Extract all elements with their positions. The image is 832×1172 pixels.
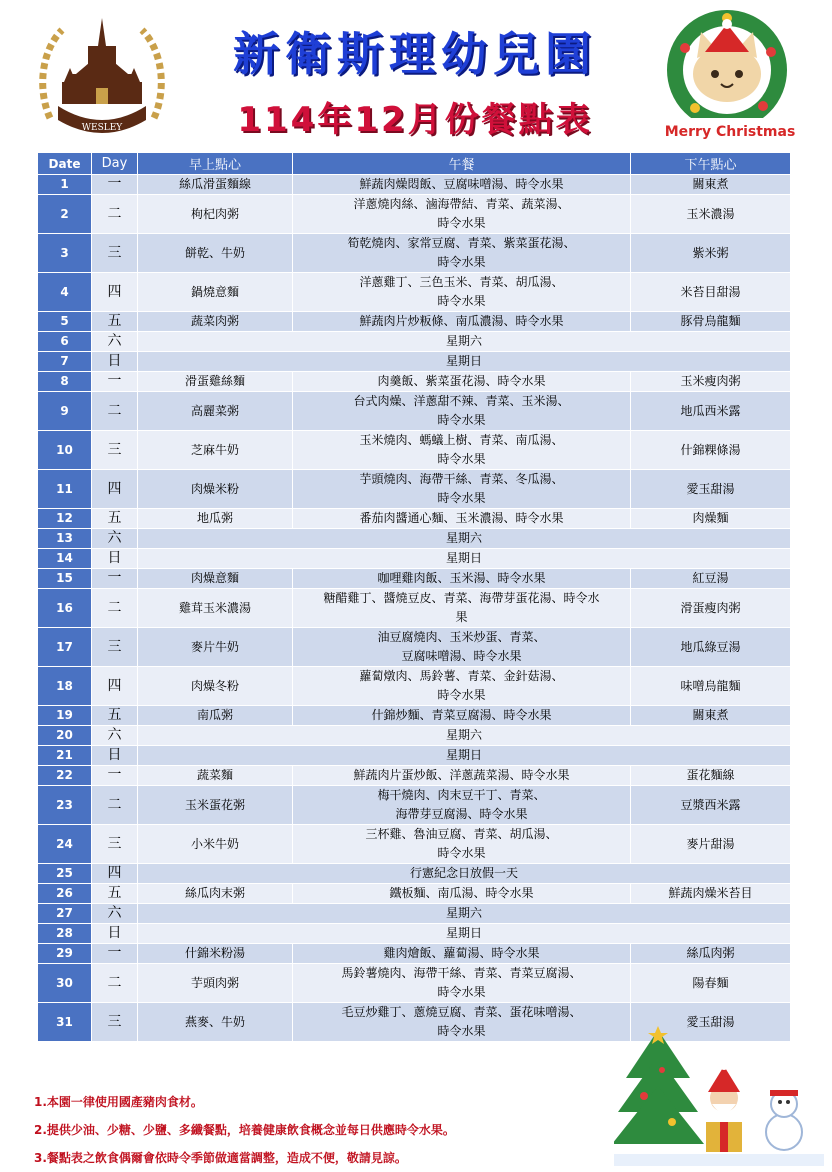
morning-snack-cell: 餅乾、牛奶 (138, 234, 293, 273)
table-row (38, 589, 791, 628)
holiday-cell: 星期六 (138, 726, 791, 746)
table-row (38, 431, 791, 470)
afternoon-snack-cell: 愛玉甜湯 (631, 1003, 791, 1042)
column-header-day: Day (92, 153, 138, 175)
afternoon-snack-cell: 地瓜西米露 (631, 392, 791, 431)
day-cell: 二 (92, 392, 138, 431)
morning-snack-cell: 高麗菜粥 (138, 392, 293, 431)
table-row (38, 509, 791, 529)
lunch-line: 蘿蔔燉肉、馬鈴薯、青菜、金針菇湯、 (359, 669, 564, 683)
day-cell: 一 (92, 569, 138, 589)
table-row (38, 332, 791, 352)
lunch-cell (293, 884, 631, 904)
afternoon-snack-cell: 關東煮 (631, 706, 791, 726)
lunch-line: 海帶芽豆腐湯、時令水果 (395, 807, 528, 821)
lunch-line: 三杯雞、魯油豆腐、青菜、胡瓜湯、 (365, 827, 558, 841)
day-cell: 日 (92, 746, 138, 766)
date-cell: 18 (38, 667, 92, 706)
day-cell: 五 (92, 706, 138, 726)
morning-snack-cell: 滑蛋雞絲麵 (138, 372, 293, 392)
afternoon-snack-cell: 米苔目甜湯 (631, 273, 791, 312)
lunch-line: 馬鈴薯燒肉、海帶干絲、青菜、青菜豆腐湯、 (341, 966, 582, 980)
lunch-line: 毛豆炒雞丁、蔥燒豆腐、青菜、蛋花味噌湯、 (341, 1005, 582, 1019)
afternoon-snack-cell: 關東煮 (631, 175, 791, 195)
christmas-tree-snowman-icon (614, 1026, 824, 1166)
meal-schedule-body (38, 175, 791, 1042)
lunch-cell (293, 509, 631, 529)
christmas-cat-wreath-icon (655, 8, 805, 148)
day-cell: 四 (92, 667, 138, 706)
logo-text-new: NEW (90, 111, 114, 121)
lunch-cell (293, 1003, 631, 1042)
table-row (38, 726, 791, 746)
morning-snack-cell: 枸杞肉粥 (138, 195, 293, 234)
morning-snack-cell: 什錦米粉湯 (138, 944, 293, 964)
date-cell: 1 (38, 175, 92, 195)
afternoon-snack-cell: 紅豆湯 (631, 569, 791, 589)
holiday-cell: 星期日 (138, 549, 791, 569)
lunch-cell (293, 273, 631, 312)
date-cell: 27 (38, 904, 92, 924)
lunch-cell (293, 569, 631, 589)
lunch-line: 時令水果 (437, 255, 486, 269)
lunch-cell (293, 786, 631, 825)
day-cell: 六 (92, 332, 138, 352)
table-row (38, 884, 791, 904)
lunch-cell (293, 195, 631, 234)
afternoon-snack-cell: 鮮蔬肉燥米苔目 (631, 884, 791, 904)
date-cell: 26 (38, 884, 92, 904)
lunch-line: 玉米燒肉、螞蟻上樹、青菜、南瓜湯、 (359, 433, 564, 447)
note-1: 1.本園一律使用國產豬肉食材。 (34, 1095, 203, 1109)
date-cell: 11 (38, 470, 92, 509)
day-cell: 三 (92, 1003, 138, 1042)
day-cell: 二 (92, 589, 138, 628)
date-cell: 8 (38, 372, 92, 392)
school-logo (36, 12, 168, 144)
morning-snack-cell: 肉燥冬粉 (138, 667, 293, 706)
lunch-line: 糖醋雞丁、醬燒豆皮、青菜、海帶芽蛋花湯、時令水 (323, 591, 600, 605)
date-cell: 19 (38, 706, 92, 726)
holiday-cell: 星期日 (138, 924, 791, 944)
morning-snack-cell: 玉米蛋花粥 (138, 786, 293, 825)
lunch-line: 芋頭燒肉、海帶干絲、青菜、冬瓜湯、 (359, 472, 564, 486)
table-row (38, 549, 791, 569)
lunch-line: 肉羹飯、紫菜蛋花湯、時令水果 (377, 374, 546, 388)
afternoon-snack-cell: 味噌烏龍麵 (631, 667, 791, 706)
table-row (38, 904, 791, 924)
morning-snack-cell: 絲瓜滑蛋麵線 (138, 175, 293, 195)
morning-snack-cell: 麥片牛奶 (138, 628, 293, 667)
date-cell: 4 (38, 273, 92, 312)
table-row (38, 766, 791, 786)
date-cell: 14 (38, 549, 92, 569)
lunch-line: 洋蔥燒肉絲、滷海帶結、青菜、蔬菜湯、 (353, 197, 570, 211)
date-cell: 10 (38, 431, 92, 470)
day-cell: 一 (92, 944, 138, 964)
day-cell: 三 (92, 234, 138, 273)
date-cell: 28 (38, 924, 92, 944)
afternoon-snack-cell: 什錦粿條湯 (631, 431, 791, 470)
lunch-line: 鮮蔬肉片炒粄條、南瓜濃湯、時令水果 (359, 314, 564, 328)
lunch-line: 台式肉燥、洋蔥甜不辣、青菜、玉米湯、 (353, 394, 570, 408)
date-cell: 5 (38, 312, 92, 332)
lunch-cell (293, 175, 631, 195)
lunch-line: 鐵板麵、南瓜湯、時令水果 (389, 886, 534, 900)
holiday-cell: 星期六 (138, 904, 791, 924)
holiday-cell: 星期六 (138, 529, 791, 549)
lunch-cell (293, 628, 631, 667)
lunch-line: 時令水果 (437, 452, 486, 466)
lunch-cell (293, 964, 631, 1003)
day-cell: 六 (92, 726, 138, 746)
date-cell: 15 (38, 569, 92, 589)
column-header-afternoon-snack: 下午點心 (631, 153, 791, 175)
day-cell: 三 (92, 825, 138, 864)
lunch-line: 番茄肉醬通心麵、玉米濃湯、時令水果 (359, 511, 564, 525)
lunch-line: 鮮蔬肉片蛋炒飯、洋蔥蔬菜湯、時令水果 (353, 768, 570, 782)
day-cell: 五 (92, 312, 138, 332)
day-cell: 二 (92, 195, 138, 234)
afternoon-snack-cell: 豚骨烏龍麵 (631, 312, 791, 332)
lunch-cell (293, 470, 631, 509)
lunch-cell (293, 944, 631, 964)
table-row (38, 786, 791, 825)
note-3: 3.餐點表之飲食偶爾會依時令季節做適當調整，造成不便，敬請見諒。 (34, 1151, 407, 1165)
morning-snack-cell: 肉燥米粉 (138, 470, 293, 509)
table-row (38, 706, 791, 726)
lunch-line: 時令水果 (437, 413, 486, 427)
lunch-line: 梅干燒肉、肉末豆干丁、青菜、 (377, 788, 546, 802)
holiday-cell: 星期日 (138, 746, 791, 766)
merry-christmas-text: Merry Christmas (664, 124, 796, 140)
morning-snack-cell: 雞茸玉米濃湯 (138, 589, 293, 628)
table-row (38, 964, 791, 1003)
note-2: 2.提供少油、少糖、少鹽、多纖餐點，培養健康飲食概念並每日供應時令水果。 (34, 1123, 455, 1137)
date-cell: 30 (38, 964, 92, 1003)
lunch-cell (293, 589, 631, 628)
afternoon-snack-cell: 玉米濃湯 (631, 195, 791, 234)
lunch-line: 油豆腐燒肉、玉米炒蛋、青菜、 (377, 630, 546, 644)
table-row (38, 529, 791, 549)
day-cell: 二 (92, 786, 138, 825)
lunch-line: 時令水果 (437, 985, 486, 999)
date-cell: 3 (38, 234, 92, 273)
lunch-cell (293, 431, 631, 470)
morning-snack-cell: 絲瓜肉末粥 (138, 884, 293, 904)
date-cell: 31 (38, 1003, 92, 1042)
lunch-line: 洋蔥雞丁、三色玉米、青菜、胡瓜湯、 (359, 275, 564, 289)
table-row (38, 628, 791, 667)
lunch-line: 豆腐味噌湯、時令水果 (401, 649, 522, 663)
table-row (38, 234, 791, 273)
afternoon-snack-cell: 肉燥麵 (631, 509, 791, 529)
table-row (38, 195, 791, 234)
morning-snack-cell: 芋頭肉粥 (138, 964, 293, 1003)
day-cell: 一 (92, 372, 138, 392)
lunch-line: 鮮蔬肉燥悶飯、豆腐味噌湯、時令水果 (359, 177, 564, 191)
morning-snack-cell: 芝麻牛奶 (138, 431, 293, 470)
table-row (38, 352, 791, 372)
table-row (38, 825, 791, 864)
date-cell: 2 (38, 195, 92, 234)
day-cell: 日 (92, 352, 138, 372)
logo-text-wesley: WESLEY (81, 123, 123, 133)
afternoon-snack-cell: 紫米粥 (631, 234, 791, 273)
table-row (38, 746, 791, 766)
morning-snack-cell: 鍋燒意麵 (138, 273, 293, 312)
date-cell: 21 (38, 746, 92, 766)
lunch-cell (293, 825, 631, 864)
morning-snack-cell: 南瓜粥 (138, 706, 293, 726)
date-cell: 13 (38, 529, 92, 549)
morning-snack-cell: 蔬菜麵 (138, 766, 293, 786)
table-row (38, 312, 791, 332)
day-cell: 三 (92, 431, 138, 470)
day-cell: 六 (92, 904, 138, 924)
day-cell: 三 (92, 628, 138, 667)
notes-section (34, 1088, 634, 1172)
lunch-line: 咖哩雞肉飯、玉米湯、時令水果 (377, 571, 546, 585)
day-cell: 五 (92, 884, 138, 904)
lunch-cell (293, 392, 631, 431)
afternoon-snack-cell: 麥片甜湯 (631, 825, 791, 864)
table-header-row (38, 153, 791, 175)
column-header-lunch: 午餐 (293, 153, 631, 175)
lunch-line: 果 (455, 610, 468, 624)
afternoon-snack-cell: 絲瓜肉粥 (631, 944, 791, 964)
lunch-cell (293, 667, 631, 706)
holiday-cell: 行憲紀念日放假一天 (138, 864, 791, 884)
day-cell: 二 (92, 964, 138, 1003)
date-cell: 12 (38, 509, 92, 529)
lunch-line: 時令水果 (437, 1024, 486, 1038)
afternoon-snack-cell: 玉米瘦肉粥 (631, 372, 791, 392)
day-cell: 五 (92, 509, 138, 529)
table-row (38, 372, 791, 392)
day-cell: 日 (92, 549, 138, 569)
lunch-line: 什錦炒麵、青菜豆腐湯、時令水果 (371, 708, 552, 722)
morning-snack-cell: 肉燥意麵 (138, 569, 293, 589)
table-row (38, 924, 791, 944)
lunch-cell (293, 312, 631, 332)
table-row (38, 273, 791, 312)
lunch-line: 時令水果 (437, 294, 486, 308)
holiday-cell: 星期六 (138, 332, 791, 352)
lunch-cell (293, 706, 631, 726)
afternoon-snack-cell: 地瓜綠豆湯 (631, 628, 791, 667)
lunch-line: 雞肉燴飯、蘿蔔湯、時令水果 (383, 946, 540, 960)
lunch-line: 時令水果 (437, 216, 486, 230)
date-cell: 23 (38, 786, 92, 825)
holiday-cell: 星期日 (138, 352, 791, 372)
school-name-title: 新衛斯理幼兒園 (233, 27, 597, 81)
date-cell: 9 (38, 392, 92, 431)
date-cell: 29 (38, 944, 92, 964)
afternoon-snack-cell: 愛玉甜湯 (631, 470, 791, 509)
morning-snack-cell: 地瓜粥 (138, 509, 293, 529)
lunch-cell (293, 234, 631, 273)
menu-month-title: 114年12月份餐點表 (237, 100, 593, 140)
date-cell: 17 (38, 628, 92, 667)
table-row (38, 944, 791, 964)
morning-snack-cell: 燕麥、牛奶 (138, 1003, 293, 1042)
lunch-line: 時令水果 (437, 491, 486, 505)
date-cell: 25 (38, 864, 92, 884)
table-row (38, 864, 791, 884)
day-cell: 六 (92, 529, 138, 549)
column-header-date: Date (38, 153, 92, 175)
afternoon-snack-cell: 滑蛋瘦肉粥 (631, 589, 791, 628)
day-cell: 四 (92, 273, 138, 312)
afternoon-snack-cell: 豆漿西米露 (631, 786, 791, 825)
afternoon-snack-cell: 蛋花麵線 (631, 766, 791, 786)
day-cell: 一 (92, 766, 138, 786)
date-cell: 16 (38, 589, 92, 628)
table-row (38, 667, 791, 706)
date-cell: 22 (38, 766, 92, 786)
lunch-cell (293, 372, 631, 392)
date-cell: 20 (38, 726, 92, 746)
date-cell: 7 (38, 352, 92, 372)
table-row (38, 175, 791, 195)
table-row (38, 569, 791, 589)
lunch-line: 筍乾燒肉、家常豆腐、青菜、紫菜蛋花湯、 (347, 236, 576, 250)
lunch-cell (293, 766, 631, 786)
afternoon-snack-cell: 陽春麵 (631, 964, 791, 1003)
date-cell: 24 (38, 825, 92, 864)
day-cell: 一 (92, 175, 138, 195)
date-cell: 6 (38, 332, 92, 352)
meal-schedule-table (37, 152, 791, 1042)
day-cell: 四 (92, 864, 138, 884)
column-header-morning-snack: 早上點心 (138, 153, 293, 175)
lunch-line: 時令水果 (437, 688, 486, 702)
morning-snack-cell: 蔬菜肉粥 (138, 312, 293, 332)
day-cell: 日 (92, 924, 138, 944)
lunch-line: 時令水果 (437, 846, 486, 860)
table-row (38, 392, 791, 431)
morning-snack-cell: 小米牛奶 (138, 825, 293, 864)
table-row (38, 470, 791, 509)
day-cell: 四 (92, 470, 138, 509)
